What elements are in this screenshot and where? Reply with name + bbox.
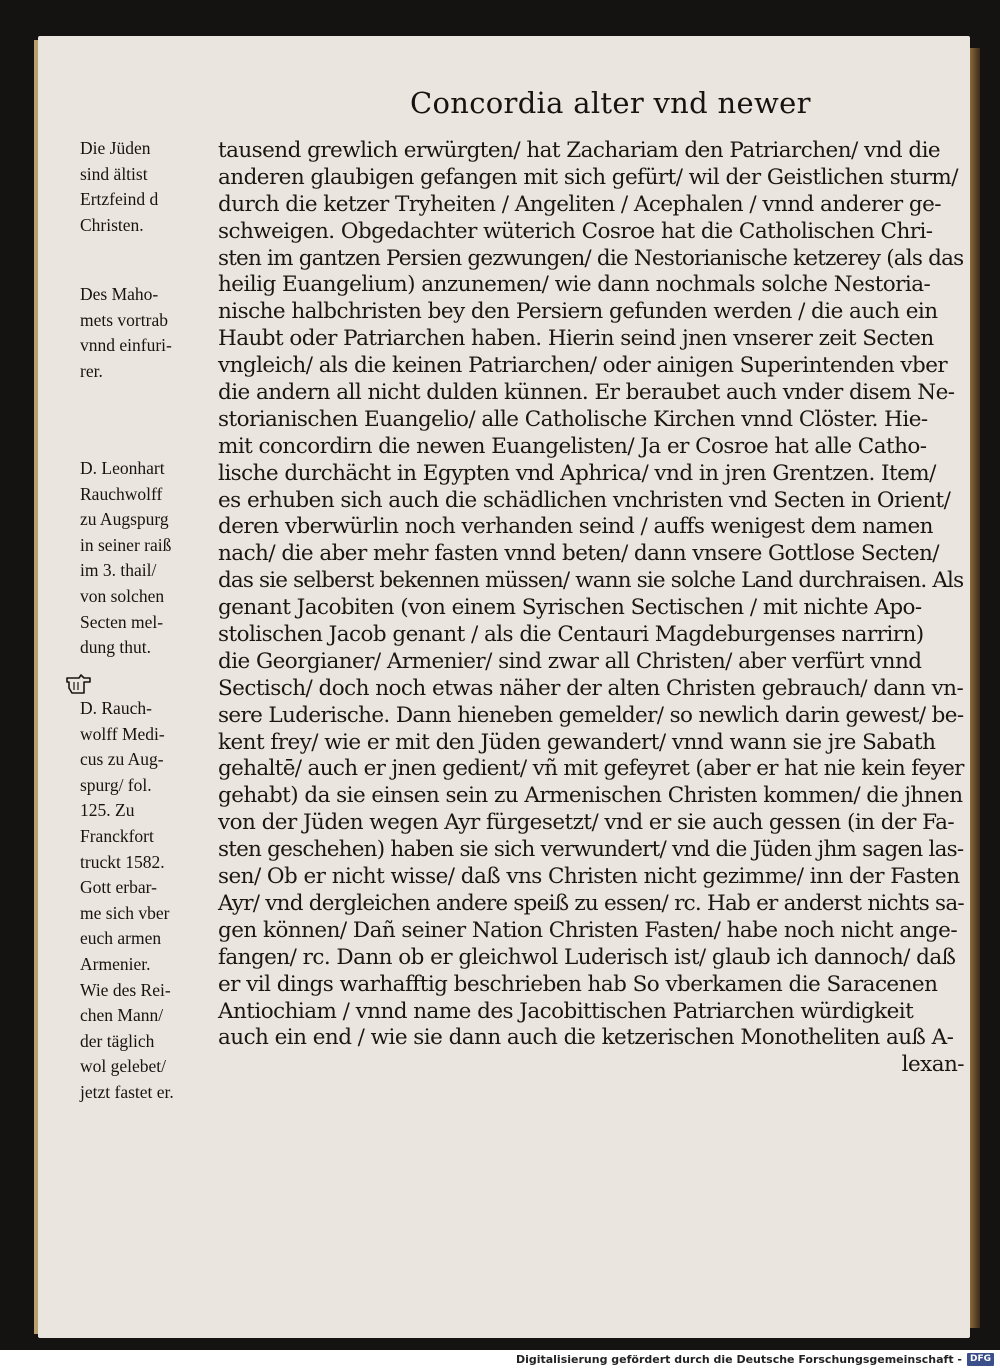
text-line: lexan- (901, 1052, 964, 1078)
note-line: der täglich (80, 1030, 155, 1051)
text-line: genant Jacobiten (von einem Syrischen Sectischen / mit nichte Apo- (218, 595, 922, 621)
text-line: anderen glaubigen gefangen mit sich gefürt/ wil der Geistlichen sturm/ (218, 164, 958, 190)
note-line: Gott erbar- (80, 877, 157, 898)
margin-note-4 (80, 696, 212, 1106)
margin-note-2 (80, 282, 212, 384)
note-line: Wie des Rei- (80, 979, 171, 1000)
text-line: sere Luderische. Dann hieneben gemelder/ so newlich darin gewest/ be- (218, 702, 964, 728)
note-line: Rauchwolff (80, 483, 163, 504)
note-line: mets vortrab (80, 309, 168, 330)
text-line: Ayr/ vnd dergleichen andere speiß zu essen/ rc. Hab er anderst nichts sa- (218, 890, 964, 916)
text-line: das sie selberst bekennen müssen/ wann sie solche Land durchraisen. Als (218, 568, 964, 594)
note-line: D. Rauch- (80, 698, 152, 718)
text-line: schweigen. Obgedachter wüterich Cosroe hat die Catholischen Chri- (218, 218, 933, 244)
note-line: cus zu Aug- (80, 749, 164, 770)
note-line: D. Leonhart (80, 458, 165, 478)
dfg-logo: DFG (967, 1353, 994, 1366)
note-line: Secten mel- (80, 611, 164, 632)
note-line: in seiner raiß (80, 534, 172, 555)
note-line: euch armen (80, 928, 162, 949)
text-line: die andern all nicht dulden künnen. Er beraubet auch vnder disem Ne- (218, 380, 955, 406)
note-line: von solchen (80, 585, 165, 606)
pointing-hand-icon (66, 674, 92, 694)
text-line: lische durchächt in Egypten vnd Aphrica/ vnd in jren Grentzen. Item/ (218, 460, 936, 486)
funding-notice: Digitalisierung gefördert durch die Deutsche Forschungsgemeinschaft - (515, 1353, 962, 1366)
text-line: tausend grewlich erwürgten/ hat Zachariam den Patriarchen/ vnd die (218, 138, 941, 163)
note-line: vnnd einfuri- (80, 335, 172, 356)
text-line: sten geschehen) haben sie sich verwundert/ vnd die Jüden jhm sagen las- (218, 837, 964, 863)
running-header: Concordia alter vnd newer (410, 86, 811, 120)
note-line: rer. (80, 360, 103, 381)
note-line: 125. Zu (80, 800, 135, 821)
text-line: mit concordirn die newen Euangelisten/ Ja er Cosroe hat alle Catho- (218, 433, 927, 459)
note-line: spurg/ fol. (80, 774, 152, 795)
text-line: die Georgianer/ Armenier/ sind zwar all Christen/ aber verfürt vnnd (218, 648, 922, 674)
note-line: me sich vber (80, 902, 170, 923)
note-line: zu Augspurg (80, 509, 169, 530)
text-line: storianischen Euangelio/ alle Catholische Kirchen vnnd Clöster. Hie- (218, 406, 928, 432)
margin-note-3 (80, 456, 212, 661)
note-line: sind ältist (80, 163, 148, 184)
text-line: nische halbchristen bey den Persiern gefunden werden / die auch ein (218, 299, 938, 325)
note-line: Armenier. (80, 953, 151, 974)
text-line: gehabt) da sie einsen sein zu Armenischen Christen kommen/ die jhnen (218, 783, 963, 809)
text-line: nach/ die aber mehr fasten vnnd beten/ dann vnsere Gottlose Secten/ (218, 541, 939, 567)
note-line: Ertzfeind d (80, 189, 159, 210)
note-line: wol gelebet/ (80, 1056, 167, 1077)
text-line: auch ein end / wie sie dann auch die ketzerischen Monotheliten auß A- (218, 1025, 954, 1051)
note-line: Franckfort (80, 825, 154, 846)
text-line: Haubt oder Patriarchen haben. Hierin seind jnen vnserer zeit Secten (218, 326, 934, 352)
text-line: gen können/ Dañ seiner Nation Christen Fasten/ habe noch nicht ange- (218, 917, 958, 943)
note-line: Die Jüden (80, 138, 151, 158)
text-line: vngleich/ als die keinen Patriarchen/ oder ainigen Superintenden vber (218, 353, 948, 379)
note-line: dung thut. (80, 637, 151, 658)
text-line: sen/ Ob er nicht wisse/ daß vns Christen nicht gezimme/ inn der Fasten (218, 864, 960, 890)
text-line: Antiochiam / vnnd name des Jacobittischen Patriarchen würdigkeit (218, 998, 914, 1024)
text-line: es erhuben sich auch die schädlichen vnchristen vnd Secten in Orient/ (218, 487, 951, 513)
note-line: im 3. thail/ (80, 560, 157, 581)
note-line: Christen. (80, 214, 144, 235)
text-line: durch die ketzer Tryheiten / Angeliten / Acephalen / vnnd anderer ge- (218, 191, 942, 217)
note-line: Des Maho- (80, 284, 159, 304)
text-line: er vil dings warhafftig beschrieben hab So vberkamen die Saracenen (218, 971, 938, 997)
text-line: deren vberwürlin noch verhanden seind / auffs wenigest dem namen (218, 514, 933, 540)
text-line: kent frey/ wie er mit den Jüden gewandert/ vnnd wann sie jre Sabath (218, 729, 936, 755)
note-line: chen Mann/ (80, 1005, 164, 1026)
text-line: Sectisch/ doch noch etwas näher der alten Christen gebrauch/ dann vn- (218, 675, 964, 701)
text-line: gehaltē/ auch er jnen gedient/ vñ mit gefeyret (aber er hat nie kein feyer (218, 756, 964, 782)
footer-bar (0, 1351, 1000, 1370)
note-line: wolff Medi- (80, 723, 165, 744)
text-line: stolischen Jacob genant / als die Centauri Magdeburgenses narrirn) (218, 622, 924, 648)
text-line: von der Jüden wegen Ayr fürgesetzt/ vnd er sie auch gessen (in der Fa- (218, 810, 955, 836)
main-text-block (218, 138, 964, 1079)
margin-note-1 (80, 136, 212, 238)
text-line: fangen/ rc. Dann ob er gleichwol Luderisch ist/ glaub ich dannoch/ daß (218, 944, 956, 970)
note-line: truckt 1582. (80, 851, 165, 872)
text-line: heilig Euangelium) anzunemen/ wie dann nochmals solche Nestoria- (218, 272, 931, 298)
text-line: sten im gantzen Persien gezwungen/ die Nestorianische ketzerey (als das (218, 245, 964, 271)
page-right-edge (970, 48, 980, 1328)
note-line: jetzt fastet er. (80, 1081, 174, 1102)
